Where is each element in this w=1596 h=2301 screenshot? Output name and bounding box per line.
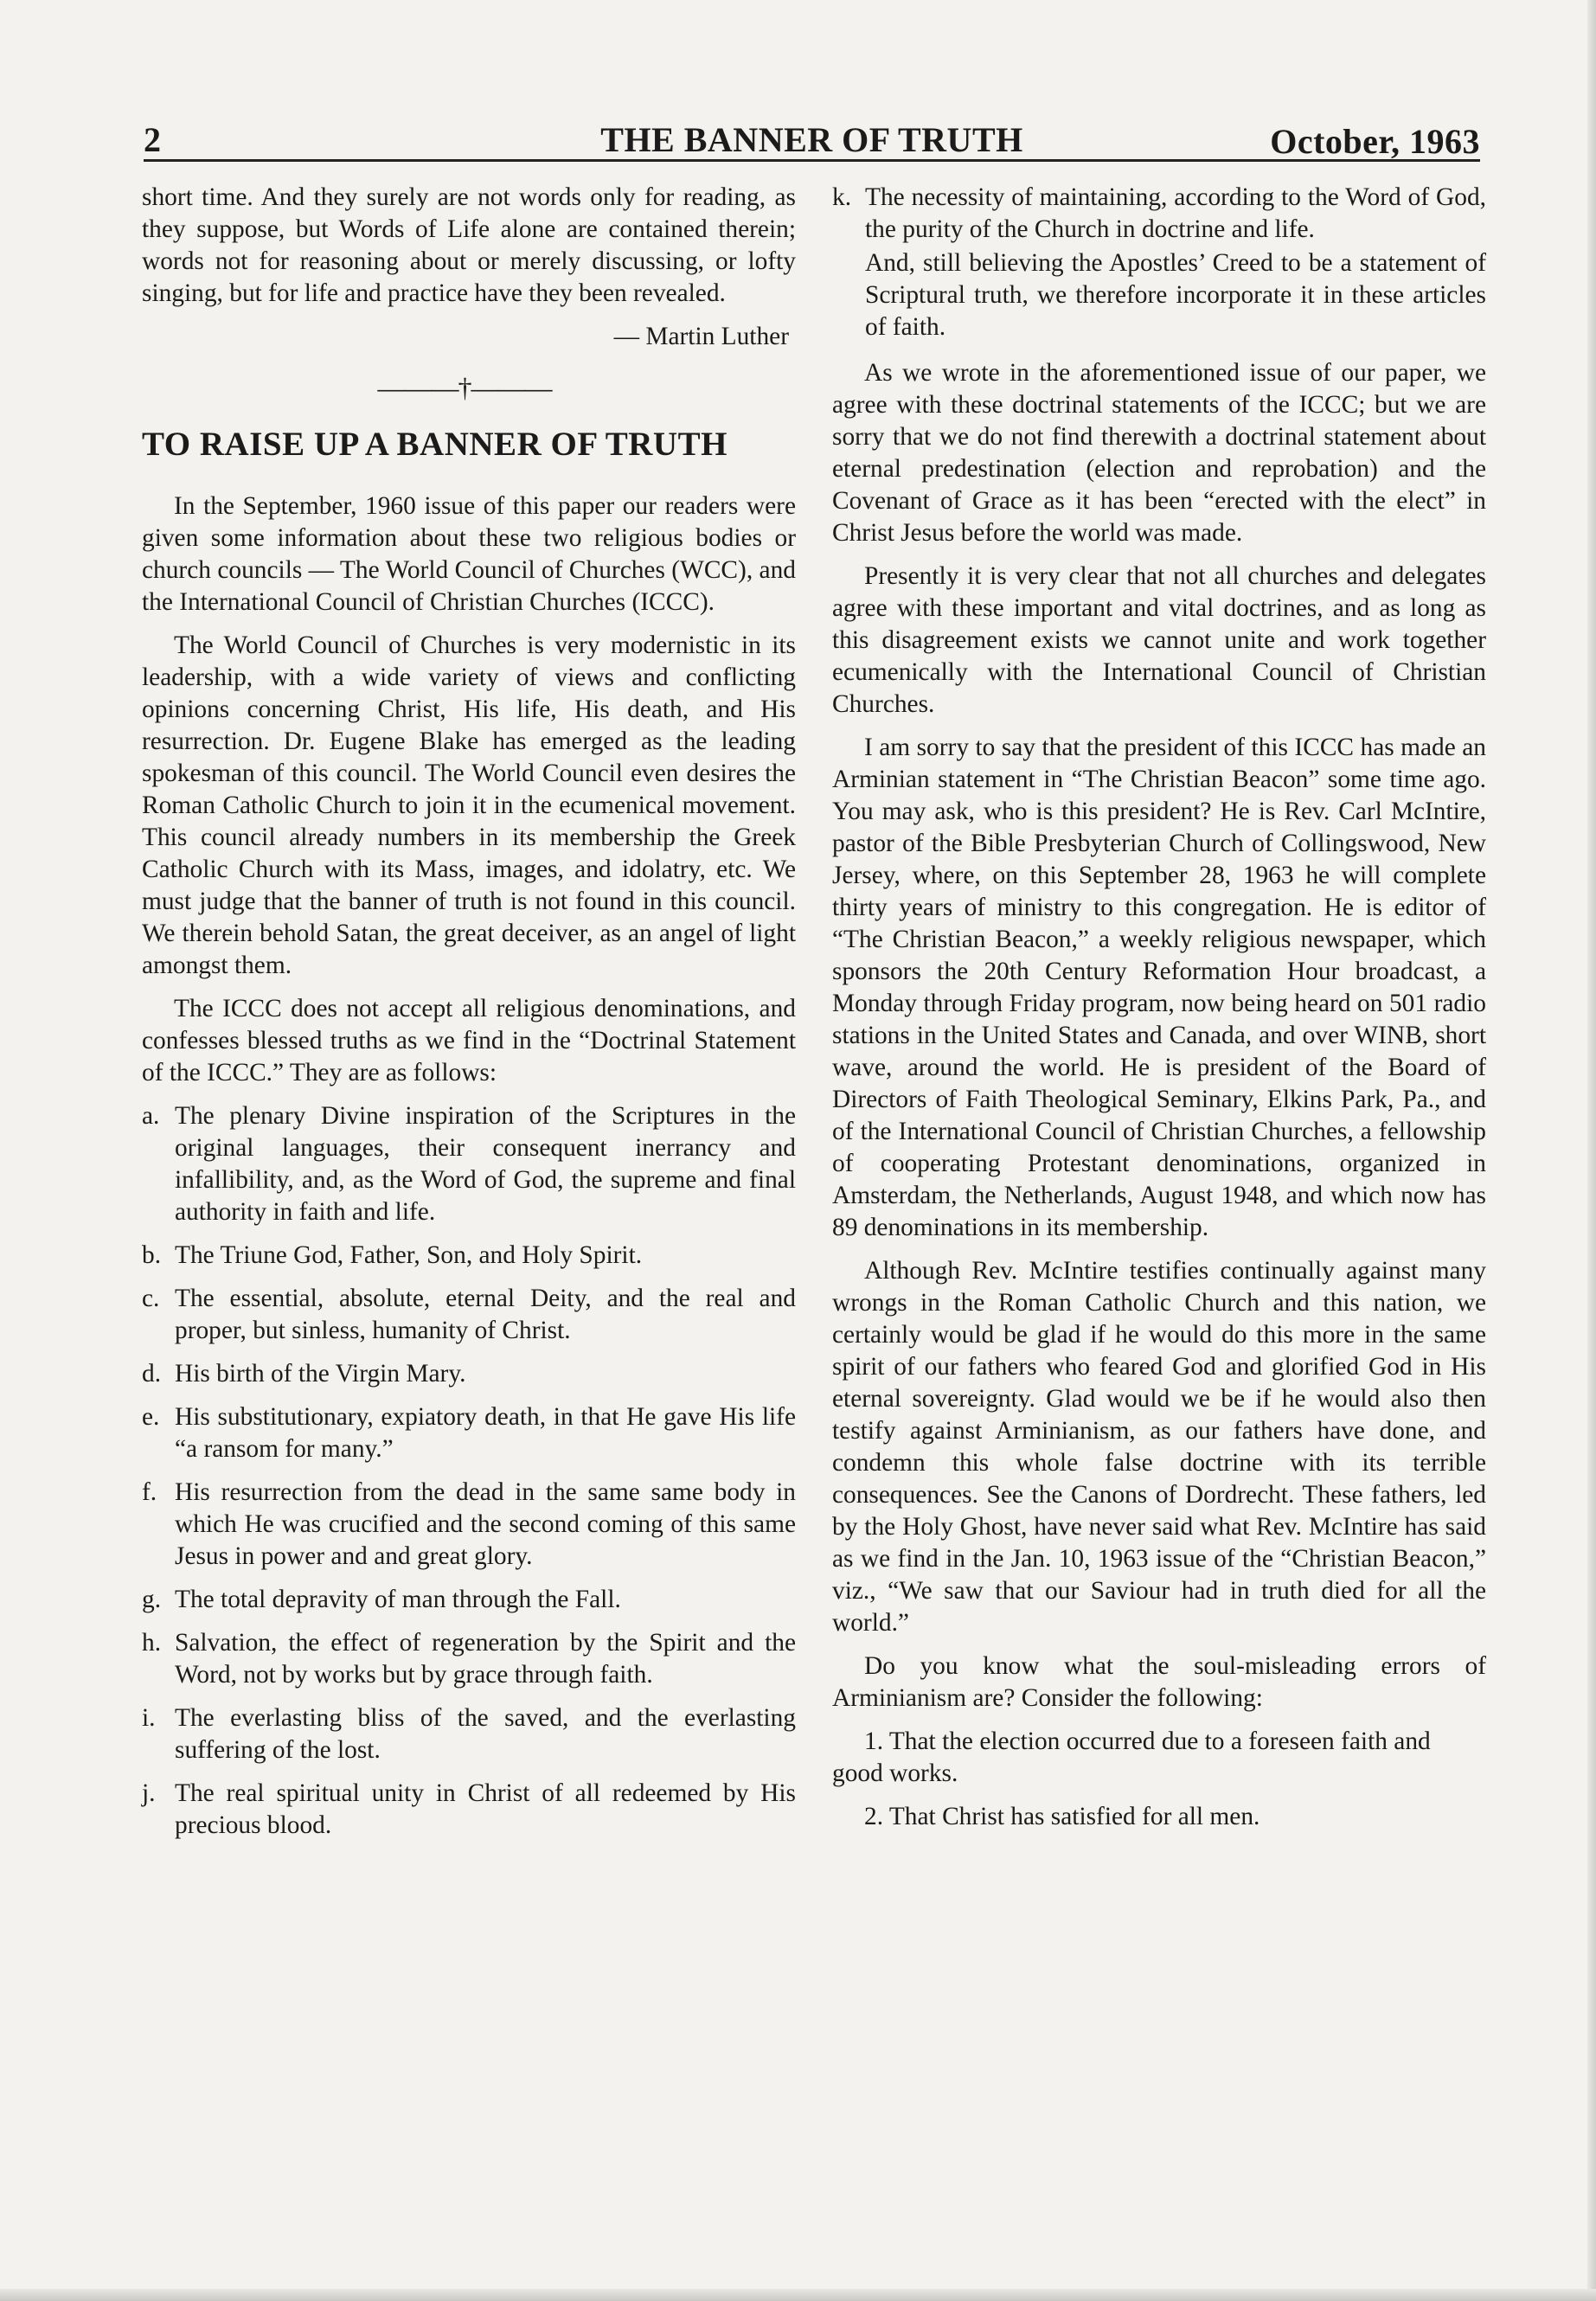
- page-edge: [1587, 0, 1596, 2301]
- right-column: [832, 182, 1486, 1844]
- doctrine-item: [142, 1358, 796, 1390]
- doctrine-label: e.: [142, 1403, 160, 1431]
- creed-note-text: And, still believing the Apostles’ Creed to be a statement of Scriptural truth, we therefore incorporate it in these articles of faith.: [865, 249, 1486, 341]
- doctrine-item: [832, 182, 1486, 246]
- body-paragraph: I am sorry to say that the president of this ICCC has made an Arminian statement in “The Christian Beacon” some time ago. You may ask, who is this president? He is Rev. Carl McIntire, pastor of the Bible Presbyterian Church of Collingswood, New Jersey, where, on this September 28, 1963 he will complete thirty years of ministry to this congregation. He is editor of “The Christian Beacon,” a weekly religious newspaper, which sponsors the 20th Century Reformation Hour broadcast, a Monday through Friday program, now being heard on 501 radio stations in the United States and Canada, and over WINB, short wave, around the world. He is president of the Board of Directors of Faith Theological Seminary, Elkins Park, Pa., and of the International Council of Christian Churches, a fellowship of cooperating Protestant denominations, organized in Amsterdam, the Netherlands, August 1948, and which now has 89 denominations in its membership.: [832, 734, 1486, 1241]
- opening-paragraph: short time. And they surely are not words only for reading, as they suppose, but Words of Life alone are contained therein; words not for reasoning about or merely discussing, or lofty singing, but for life and practice have they been revealed.: [142, 183, 796, 307]
- doctrine-text: His birth of the Virgin Mary.: [175, 1360, 466, 1388]
- doctrine-text: The everlasting bliss of the saved, and the everlasting suffering of the lost.: [175, 1704, 796, 1764]
- doctrine-item: [142, 1100, 796, 1228]
- body-paragraph: Do you know what the soul-misleading errors of Arminianism are? Consider the following:: [832, 1652, 1486, 1712]
- doctrine-label: a.: [142, 1102, 160, 1130]
- section-separator: ———†———: [377, 372, 552, 403]
- issue-date: October, 1963: [1270, 122, 1480, 161]
- doctrine-label: j.: [142, 1779, 156, 1807]
- doctrine-label: g.: [142, 1586, 162, 1613]
- doctrine-label: i.: [142, 1704, 156, 1732]
- doctrine-label: d.: [142, 1360, 162, 1388]
- doctrine-text: His resurrection from the dead in the same same body in which He was crucified and the second coming of this same Jesus in power and and great glory.: [175, 1478, 796, 1570]
- creed-note: [832, 247, 1486, 343]
- body-paragraph: The ICCC does not accept all religious denominations, and confesses blessed truths as we find in the “Doctrinal Statement of the ICCC.” They are as follows:: [142, 995, 796, 1086]
- doctrine-text: The real spiritual unity in Christ of all redeemed by His precious blood.: [175, 1779, 796, 1839]
- doctrine-text: The necessity of maintaining, according to the Word of God, the purity of the Church in doctrine and life.: [865, 183, 1486, 243]
- doctrine-text: Salvation, the effect of regeneration by the Spirit and the Word, not by works but by grace through faith.: [175, 1629, 796, 1689]
- body-paragraph: As we wrote in the aforementioned issue of our paper, we agree with these doctrinal statements of the ICCC; but we are sorry that we do not find therewith a doctrinal statement about eternal predestination (election and reprobation) and the Covenant of Grace as it has been “erected with the elect” in Christ Jesus before the world was made.: [832, 359, 1486, 547]
- page-edge-bottom: [0, 2289, 1596, 2301]
- doctrine-item: [142, 1283, 796, 1347]
- article-title: TO RAISE UP A BANNER OF TRUTH: [142, 426, 727, 463]
- doctrine-text: The essential, absolute, eternal Deity, and the real and proper, but sinless, humanity of Christ.: [175, 1285, 796, 1344]
- doctrine-item: [142, 1627, 796, 1691]
- publication-title: THE BANNER OF TRUTH: [600, 120, 1023, 159]
- doctrine-text: The plenary Divine inspiration of the Scriptures in the original languages, their consequent inerrancy and infallibility, and, as the Word of God, the supreme and final authority in faith and life.: [175, 1102, 796, 1226]
- page-header: [144, 112, 1480, 164]
- page-number: 2: [144, 120, 162, 159]
- attribution: — Martin Luther: [613, 323, 789, 350]
- header-rule: [144, 159, 1480, 162]
- doctrine-text: The Triune God, Father, Son, and Holy Spirit.: [175, 1241, 643, 1269]
- doctrine-label: b.: [142, 1241, 162, 1269]
- doctrine-text: The total depravity of man through the Fall.: [175, 1586, 621, 1613]
- doctrine-text: His substitutionary, expiatory death, in that He gave His life “a ransom for many.”: [175, 1403, 796, 1463]
- body-paragraph: Presently it is very clear that not all churches and delegates agree with these important and vital doctrines, and as long as this disagreement exists we cannot unite and work together ecumenically with the International Council of Christian Churches.: [832, 562, 1486, 718]
- doctrine-item: [142, 1477, 796, 1573]
- doctrine-label: k.: [832, 183, 852, 211]
- doctrine-item: [142, 1401, 796, 1465]
- doctrine-label: c.: [142, 1285, 160, 1312]
- body-paragraph: The World Council of Churches is very modernistic in its leadership, with a wide variety of views and conflicting opinions concerning Christ, His life, His death, and His resurrection. Dr. Eugene Blake has emerged as the leading spokesman of this council. The World Council even desires the Roman Catholic Church to join it in the ecumenical movement. This council already numbers in its membership the Greek Catholic Church with its Mass, images, and idolatry, etc. We must judge that the banner of truth is not found in this council. We therein behold Satan, the great deceiver, as an angel of light amongst them.: [142, 631, 796, 979]
- body-paragraph: Although Rev. McIntire testifies continually against many wrongs in the Roman Catholic Church and this nation, we certainly would be glad if he would do this more in the same spirit of our fathers who feared God and glorified God in His eternal sovereignty. Glad would we be if he would also then testify against Arminianism, as our fathers have done, and condemn this whole false doctrine with its terrible consequences. See the Canons of Dordrecht. These fathers, led by the Holy Ghost, have never said what Rev. McIntire has said as we find in the Jan. 10, 1963 issue of the “Christian Beacon,” viz., “We saw that our Saviour had in truth died for all the world.”: [832, 1257, 1486, 1637]
- doctrine-label: h.: [142, 1629, 162, 1657]
- error-item: 1. That the election occurred due to a foreseen faith and good works.: [832, 1727, 1431, 1787]
- doctrine-label: f.: [142, 1478, 157, 1506]
- error-item: 2. That Christ has satisfied for all men.: [864, 1803, 1260, 1830]
- doctrine-item: [142, 1584, 796, 1616]
- doctrine-item: [142, 1702, 796, 1766]
- doctrine-item: [142, 1778, 796, 1842]
- left-column: [142, 182, 796, 1853]
- body-paragraph: In the September, 1960 issue of this paper our readers were given some information about these two religious bodies or church councils — The World Council of Churches (WCC), and the International Council of Christian Churches (ICCC).: [142, 492, 796, 616]
- doctrine-item: [142, 1240, 796, 1272]
